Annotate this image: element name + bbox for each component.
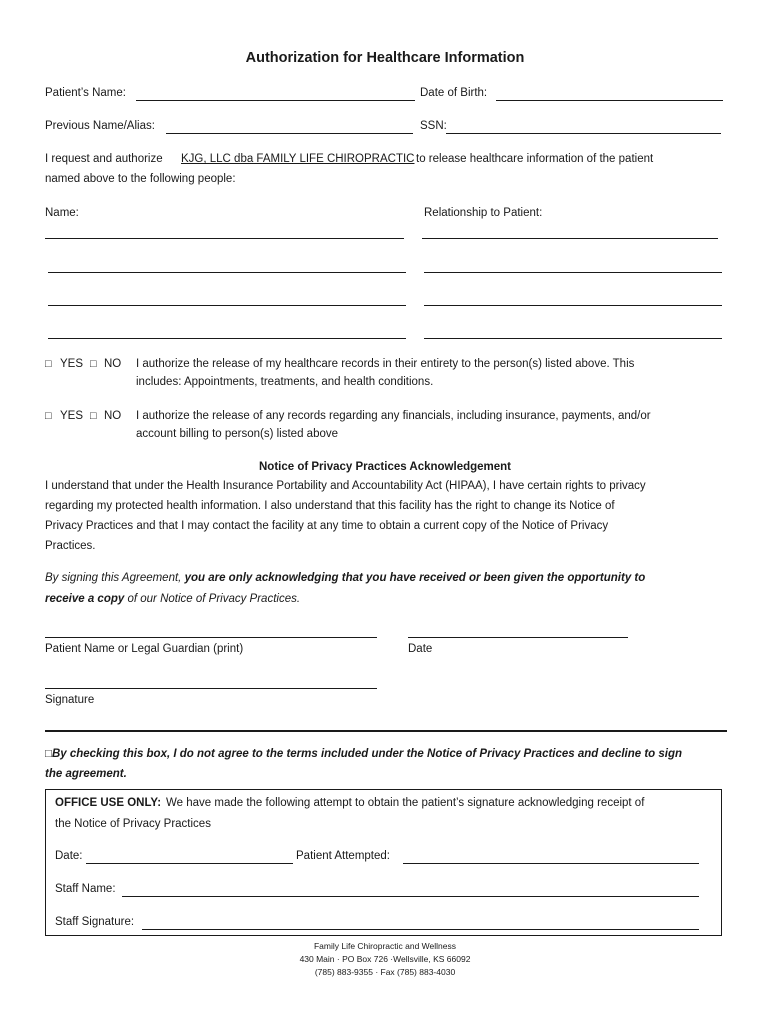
relationship-header: Relationship to Patient: [424, 207, 543, 219]
previous-name-label: Previous Name/Alias: [45, 120, 155, 132]
footer-phone: (785) 883-9355 · Fax (785) 883-4030 [314, 967, 456, 977]
date-label: Date [408, 643, 433, 655]
recipient-name-header: Name: [45, 207, 79, 219]
privacy-text-line4: Practices. [45, 540, 96, 552]
privacy-heading: Notice of Privacy Practices Acknowledgement [258, 461, 512, 473]
ssn-label: SSN: [420, 120, 447, 132]
patient-name-label: Patient’s Name: [45, 87, 126, 99]
decline-checkbox-text[interactable]: □By checking this box, I do not agree to the terms included under the Notice of Privacy Practices and decline to sign [45, 748, 683, 760]
financial-no-checkbox[interactable]: □ [90, 410, 97, 422]
office-use-heading: OFFICE USE ONLY: [55, 797, 162, 809]
office-date-label: Date: [55, 850, 83, 862]
records-yes-label: YES [60, 358, 84, 370]
recipient-name-field-3[interactable] [48, 305, 406, 306]
section-divider [45, 730, 727, 732]
decline-text-line2: the agreement. [45, 768, 127, 780]
privacy-text-line1: I understand that under the Health Insurance Portability and Accountability Act (HIPAA), I have certain rights to privacy [45, 480, 646, 492]
previous-name-field[interactable] [166, 133, 413, 134]
privacy-text-line3: Privacy Practices and that I may contact the facility at any time to obtain a current copy of the Notice of Privacy [45, 520, 609, 532]
footer-address: 430 Main · PO Box 726 ·Wellsville, KS 66092 [299, 954, 471, 964]
relationship-field-3[interactable] [424, 305, 722, 306]
recipient-name-field-1[interactable] [45, 238, 404, 239]
dob-label: Date of Birth: [420, 87, 488, 99]
authorization-text-line2: named above to the following people: [45, 173, 236, 185]
patient-print-name-label: Patient Name or Legal Guardian (print) [45, 643, 244, 655]
ssn-field[interactable] [446, 133, 721, 134]
acknowledgement-line2 [45, 593, 300, 605]
patient-name-field[interactable] [136, 100, 415, 101]
financial-yes-checkbox[interactable]: □ [45, 410, 52, 422]
staff-name-field[interactable] [122, 896, 699, 897]
staff-signature-field[interactable] [142, 929, 699, 930]
authorized-provider: KJG, LLC dba FAMILY LIFE CHIROPRACTIC [181, 153, 415, 165]
relationship-field-4[interactable] [424, 338, 722, 339]
records-yes-checkbox[interactable]: □ [45, 358, 52, 370]
financial-authorization-line2: account billing to person(s) listed above [136, 428, 339, 440]
dob-field[interactable] [496, 100, 723, 101]
privacy-text-line2: regarding my protected health information. I also understand that this facility has the right to change its Notice of [45, 500, 615, 512]
financial-yes-label: YES [60, 410, 84, 422]
acknowledgement-bold-2: receive a copy [45, 593, 125, 605]
office-use-text-line1: We have made the following attempt to obtain the patient’s signature acknowledging receipt of [166, 797, 645, 809]
acknowledgement-bold-1: you are only acknowledging that you have received or been given the opportunity to [184, 572, 646, 584]
office-use-box [45, 789, 722, 936]
staff-name-label: Staff Name: [55, 883, 116, 895]
footer-practice-name: Family Life Chiropractic and Wellness [313, 941, 457, 951]
office-use-text-line2: the Notice of Privacy Practices [55, 818, 211, 830]
patient-attempted-label: Patient Attempted: [296, 850, 390, 862]
financial-no-label: NO [104, 410, 122, 422]
records-authorization-line1: I authorize the release of my healthcare records in their entirety to the person(s) listed above. This [136, 358, 635, 370]
financial-authorization-line1: I authorize the release of any records regarding any financials, including insurance, payments, and/or [136, 410, 651, 422]
authorization-text-before: I request and authorize [45, 153, 163, 165]
authorization-text-after: to release healthcare information of the patient [416, 153, 654, 165]
patient-print-name-field[interactable] [45, 637, 377, 638]
staff-signature-label: Staff Signature: [55, 916, 135, 928]
records-authorization-line2: includes: Appointments, treatments, and health conditions. [136, 376, 434, 388]
signature-field[interactable] [45, 688, 377, 689]
relationship-field-2[interactable] [424, 272, 722, 273]
records-no-checkbox[interactable]: □ [90, 358, 97, 370]
signature-label: Signature [45, 694, 95, 706]
document-title: Authorization for Healthcare Information [245, 50, 525, 66]
patient-attempted-field[interactable] [403, 863, 699, 864]
office-date-field[interactable] [86, 863, 293, 864]
acknowledgement-line1 [45, 572, 645, 584]
recipient-name-field-2[interactable] [48, 272, 406, 273]
date-field[interactable] [408, 637, 628, 638]
recipient-name-field-4[interactable] [48, 338, 406, 339]
acknowledgement-italic-1: By signing this Agreement, [45, 572, 185, 584]
records-no-label: NO [104, 358, 122, 370]
relationship-field-1[interactable] [422, 238, 718, 239]
acknowledgement-italic-2: of our Notice of Privacy Practices. [124, 593, 301, 605]
